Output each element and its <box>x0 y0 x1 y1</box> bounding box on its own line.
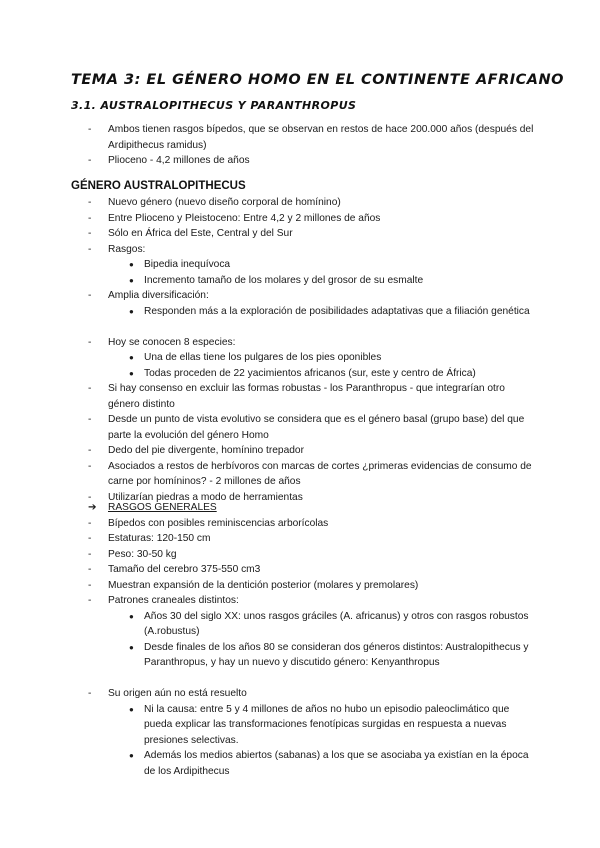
list-item: - Plioceno - 4,2 millones de años <box>88 155 250 166</box>
sub-list-item: ● Bipedia inequívoca <box>129 259 231 270</box>
list-item: - Nuevo género (nuevo diseño corporal de homínino) <box>88 197 341 208</box>
page-title: TEMA 3: EL GÉNERO HOMO EN EL CONTINENTE AFRICANO <box>71 72 564 88</box>
list-item: - Entre Plioceno y Pleistoceno: Entre 4,2 y 2 millones de años <box>88 212 381 224</box>
list-item: - Bípedos con posibles reminiscencias arborícolas <box>88 517 329 529</box>
sub-list-item: ● Responden más a la exploración de posibilidades adaptativas que a filiación genética <box>129 305 530 317</box>
list-item: - Su origen aún no está resuelto <box>88 688 247 699</box>
list-item: - Sólo en África del Este, Central y del Sur <box>88 228 293 239</box>
rasgos-heading: ➔ RASGOS GENERALES <box>0 500 600 516</box>
list-item: - Muestran expansión de la dentición posterior (molares y premolares) <box>88 579 419 591</box>
list-item: - Utilizarían piedras a modo de herramientas <box>88 491 303 503</box>
intro-list <box>0 122 600 169</box>
section-title: 3.1. AUSTRALOPITHECUS Y PARANTHROPUS <box>71 99 357 112</box>
sub-list-item: ● Desde finales de los años 80 se consideran dos géneros distintos: Australopithecus y Paranthropus, y hay un nuevo y discutido género: Kenyanthropus <box>129 641 529 668</box>
genus-list <box>0 195 600 505</box>
rasgos-list <box>0 500 600 779</box>
list-item: - Patrones craneales distintos: <box>88 595 239 606</box>
list-item: - Rasgos: <box>88 243 146 255</box>
list-item: - Hoy se conocen 8 especies: <box>88 336 236 348</box>
sub-list-item: ● Además los medios abiertos (sabanas) a los que se asociaba ya existían en la época de los Ardipithecus <box>129 750 529 777</box>
sub-list-item: ● Una de ellas tiene los pulgares de los pies oponibles <box>129 352 382 363</box>
list-item: - Peso: 30-50 kg <box>88 548 177 560</box>
list-item: - Estaturas: 120-150 cm <box>88 533 211 544</box>
sub-list-item: ● Todas proceden de 22 yacimientos africanos (sur, este y centro de África) <box>129 367 476 379</box>
list-item: - Tamaño del cerebro 375-550 cm3 <box>88 564 261 575</box>
sub-list-item: ● Años 30 del siglo XX: unos rasgos gráciles (A. africanus) y otros con rasgos robustos (A.robustus) <box>129 610 529 637</box>
arrow-icon: ➔ <box>88 502 97 513</box>
list-item: - Desde un punto de vista evolutivo se considera que es el género basal (grupo base) del que parte la evolución del género Homo <box>88 414 525 441</box>
list-item: - Si hay consenso en excluir las formas robustas - los Paranthropus - que integrarían otro género distinto <box>88 383 505 410</box>
genus-heading: GÉNERO AUSTRALOPITHECUS <box>71 180 246 192</box>
list-item: - Ambos tienen rasgos bípedos, que se observan en restos de hace 200.000 años (después del Ardipithecus ramidus) <box>88 124 534 151</box>
list-item: - Asociados a restos de herbívoros con marcas de cortes ¿primeras evidencias de consumo de carne por homíninos? - 2 millones de años <box>88 460 532 487</box>
sub-list-item: ● Incremento tamaño de los molares y del grosor de su esmalte <box>129 274 424 286</box>
sub-list-item: ● Ni la causa: entre 5 y 4 millones de años no hubo un episodio paleoclimático que pueda explicar las transformaciones fenotípicas surgidas en respuesta a nuevas presiones selectivas. <box>129 703 510 746</box>
list-item: - Amplia diversificación: <box>88 290 209 301</box>
list-item: - Dedo del pie divergente, homínino trepador <box>88 445 304 456</box>
